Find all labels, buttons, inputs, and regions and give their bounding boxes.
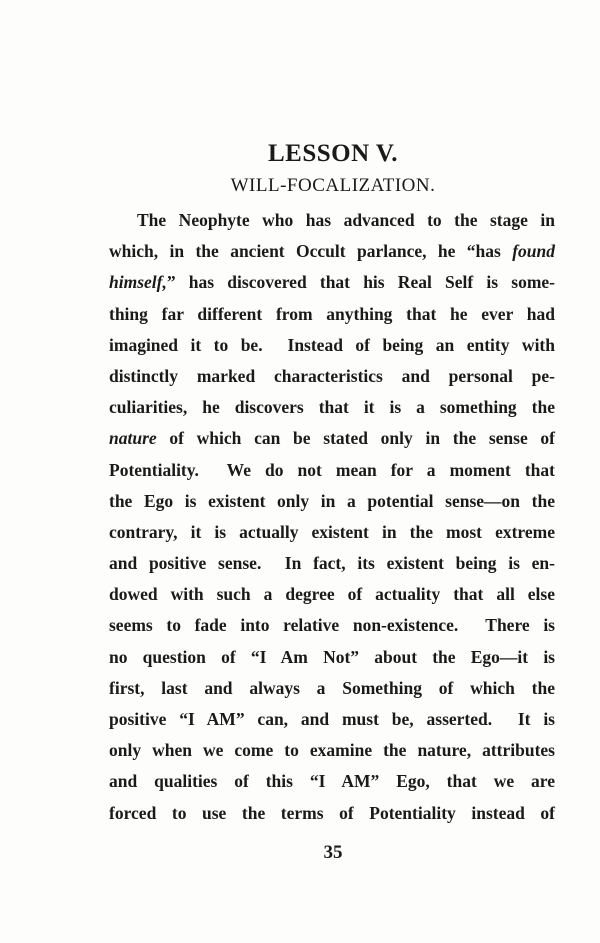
text-line bbox=[109, 423, 555, 454]
text-line bbox=[109, 330, 555, 361]
text-line bbox=[109, 486, 555, 517]
text-segment: The Neophyte who has advanced to the stage in bbox=[137, 210, 555, 230]
text-segment: culiarities, he discovers that it is a something the bbox=[109, 397, 555, 418]
text-line bbox=[109, 267, 555, 298]
text-segment: Potentiality. We do not mean for a moment that bbox=[109, 459, 555, 480]
text-line bbox=[109, 236, 555, 267]
text-segment: seems to fade into relative non-existence. There is bbox=[109, 615, 555, 636]
text-segment: of which can be stated only in the sense of bbox=[156, 428, 555, 449]
text-line bbox=[109, 205, 555, 236]
text-line bbox=[109, 642, 555, 673]
text-line bbox=[109, 517, 555, 548]
text-line bbox=[109, 299, 555, 330]
text-line bbox=[109, 673, 555, 704]
italic-text-segment: found bbox=[512, 241, 555, 262]
text-line bbox=[109, 392, 555, 423]
text-line bbox=[109, 455, 555, 486]
text-line bbox=[109, 548, 555, 579]
text-segment: thing far different from anything that he ever had bbox=[109, 303, 555, 324]
text-segment: no question of “I Am Not” about the Ego—it is bbox=[109, 646, 555, 667]
text-line bbox=[109, 766, 555, 797]
lesson-subtitle: WILL-FOCALIZATION. bbox=[230, 175, 436, 196]
italic-text-segment: himself, bbox=[109, 272, 167, 293]
text-segment: and qualities of this “I AM” Ego, that we are bbox=[109, 771, 555, 792]
text-segment: forced to use the terms of Potentiality instead of bbox=[109, 802, 555, 823]
body-paragraph bbox=[109, 205, 555, 829]
text-line bbox=[109, 361, 555, 392]
text-segment: ” has discovered that his Real Self is some- bbox=[166, 272, 555, 293]
text-segment: imagined it to be. Instead of being an entity with bbox=[109, 334, 555, 355]
text-line bbox=[109, 579, 555, 610]
text-line bbox=[109, 798, 555, 829]
text-segment: positive “I AM” can, and must be, asserted. It is bbox=[109, 709, 555, 729]
page-number: 35 bbox=[323, 842, 343, 863]
text-line bbox=[109, 610, 555, 641]
text-segment: dowed with such a degree of actuality that all else bbox=[109, 584, 555, 605]
text-segment: first, last and always a Something of which the bbox=[109, 677, 555, 698]
text-line bbox=[109, 704, 555, 735]
italic-text-segment: nature bbox=[109, 428, 157, 449]
text-segment: which, in the ancient Occult parlance, he “has bbox=[109, 241, 513, 262]
lesson-title: LESSON V. bbox=[267, 140, 399, 167]
text-line bbox=[109, 735, 555, 766]
text-segment: contrary, it is actually existent in the most extreme bbox=[109, 521, 555, 542]
text-segment: and positive sense. In fact, its existent being is en- bbox=[109, 553, 555, 574]
text-segment: only when we come to examine the nature, attributes bbox=[109, 740, 555, 761]
text-segment: the Ego is existent only in a potential sense—on the bbox=[109, 490, 555, 511]
text-segment: distinctly marked characteristics and personal pe- bbox=[109, 365, 555, 386]
